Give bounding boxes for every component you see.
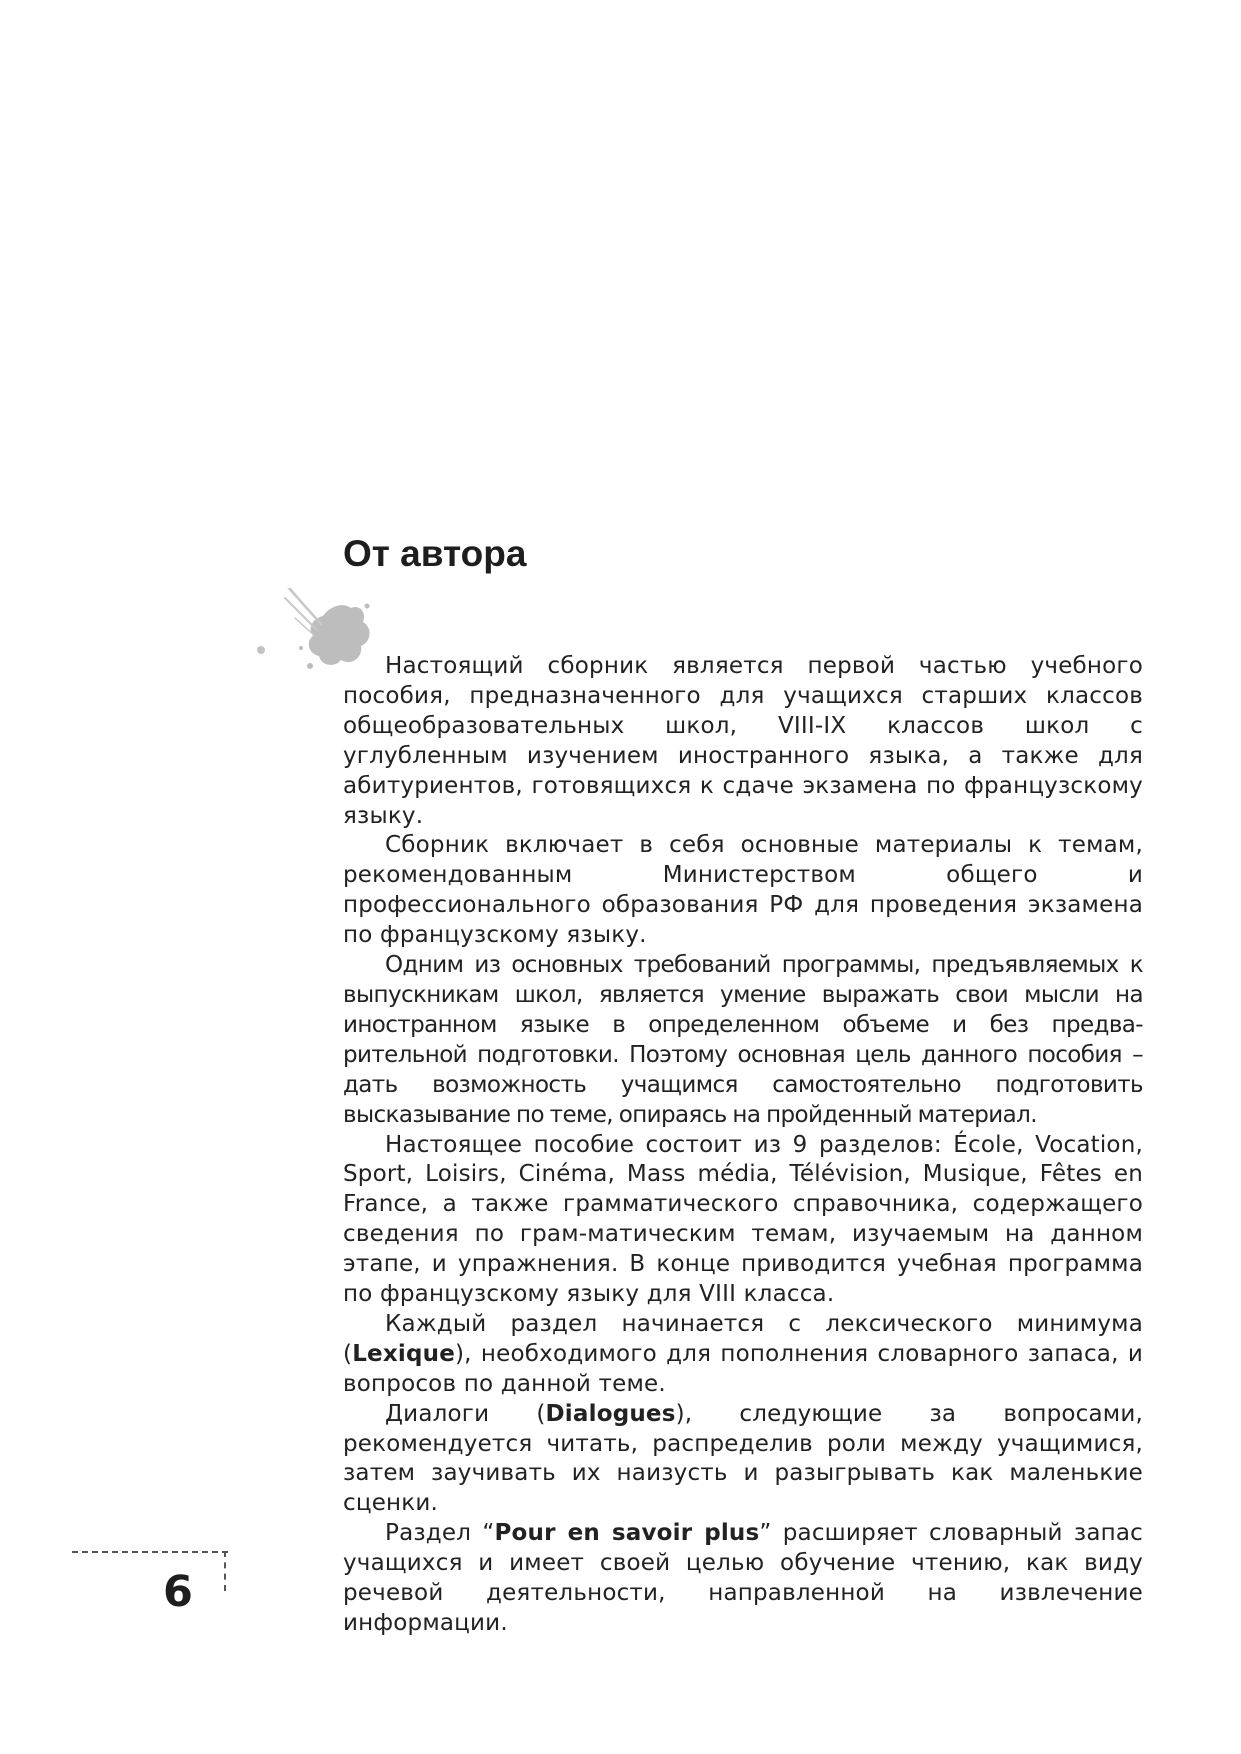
paragraph-text: ), следующие за вопросами, рекомендуется читать, распределив роли между учащимися, затем заучивать их наизусть и разыгрывать как маленькие сценки. xyxy=(343,1400,1144,1517)
page-number: 6 xyxy=(163,1567,193,1617)
paragraph: Сборник включает в себя основные материалы к темам, рекомендованным Министерством общего и профессионального образования РФ для проведения экзамена по французскому языку. xyxy=(343,832,1143,949)
paragraph xyxy=(343,1310,1143,1400)
paragraph xyxy=(343,1400,1143,1520)
term-pour-en-savoir-plus: Pour en savoir plus xyxy=(494,1520,760,1547)
paragraph-text: Каждый раздел начинается с лексического минимума ( xyxy=(343,1310,1143,1367)
paragraph-text: ), необходимого для пополнения словарного запаса, и вопросов по данной теме. xyxy=(343,1340,1143,1397)
paragraph: Одним из основных требований программы, предъявляемых к выпускникам школ, является умение выражать свои мысли на иностранном языке в определенном объеме и без предва-рительной подготовки. Поэтому основная цель данного пособия – дать возможность учащимся самостоятельно подготовить высказывание по теме, опираясь на пройденный материал. xyxy=(343,952,1143,1128)
footer-dashed-rule xyxy=(72,1551,228,1553)
term-lexique: Lexique xyxy=(352,1340,455,1367)
paragraph-text: Раздел “ xyxy=(385,1520,495,1547)
term-dialogues: Dialogues xyxy=(545,1400,676,1427)
paragraph-text: Диалоги ( xyxy=(385,1400,546,1427)
footer-dashed-rule-vertical xyxy=(224,1551,226,1591)
paragraph xyxy=(343,1519,1143,1639)
paragraph: Настоящее пособие состоит из 9 разделов: École, Vocation, Sport, Loisirs, Cinéma, Mass média, Télévision, Musique, Fêtes en France, а также грамматического справочника, содержащего сведения по грам-матическим темам, изучаемым на данном этапе, и упражнения. В конце приводится учебная программа по французскому языку для VIII класса. xyxy=(343,1131,1143,1308)
author-preface-text xyxy=(343,652,1143,1639)
paragraph: Настоящий сборник является первой частью учебного пособия, предназначенного для учащихся старших классов общеобразовательных школ, VIII-IX классов школ с углубленным изучением иностранного языка, а также для абитуриентов, готовящихся к сдаче экзамена по французскому языку. xyxy=(343,653,1143,829)
page-title: От автора xyxy=(343,533,527,574)
paragraph-text: ” расширяет словарный запас учащихся и имеет своей целью обучение чтению, как виду речевой деятельности, направленной на извлечение информации. xyxy=(343,1520,1143,1636)
